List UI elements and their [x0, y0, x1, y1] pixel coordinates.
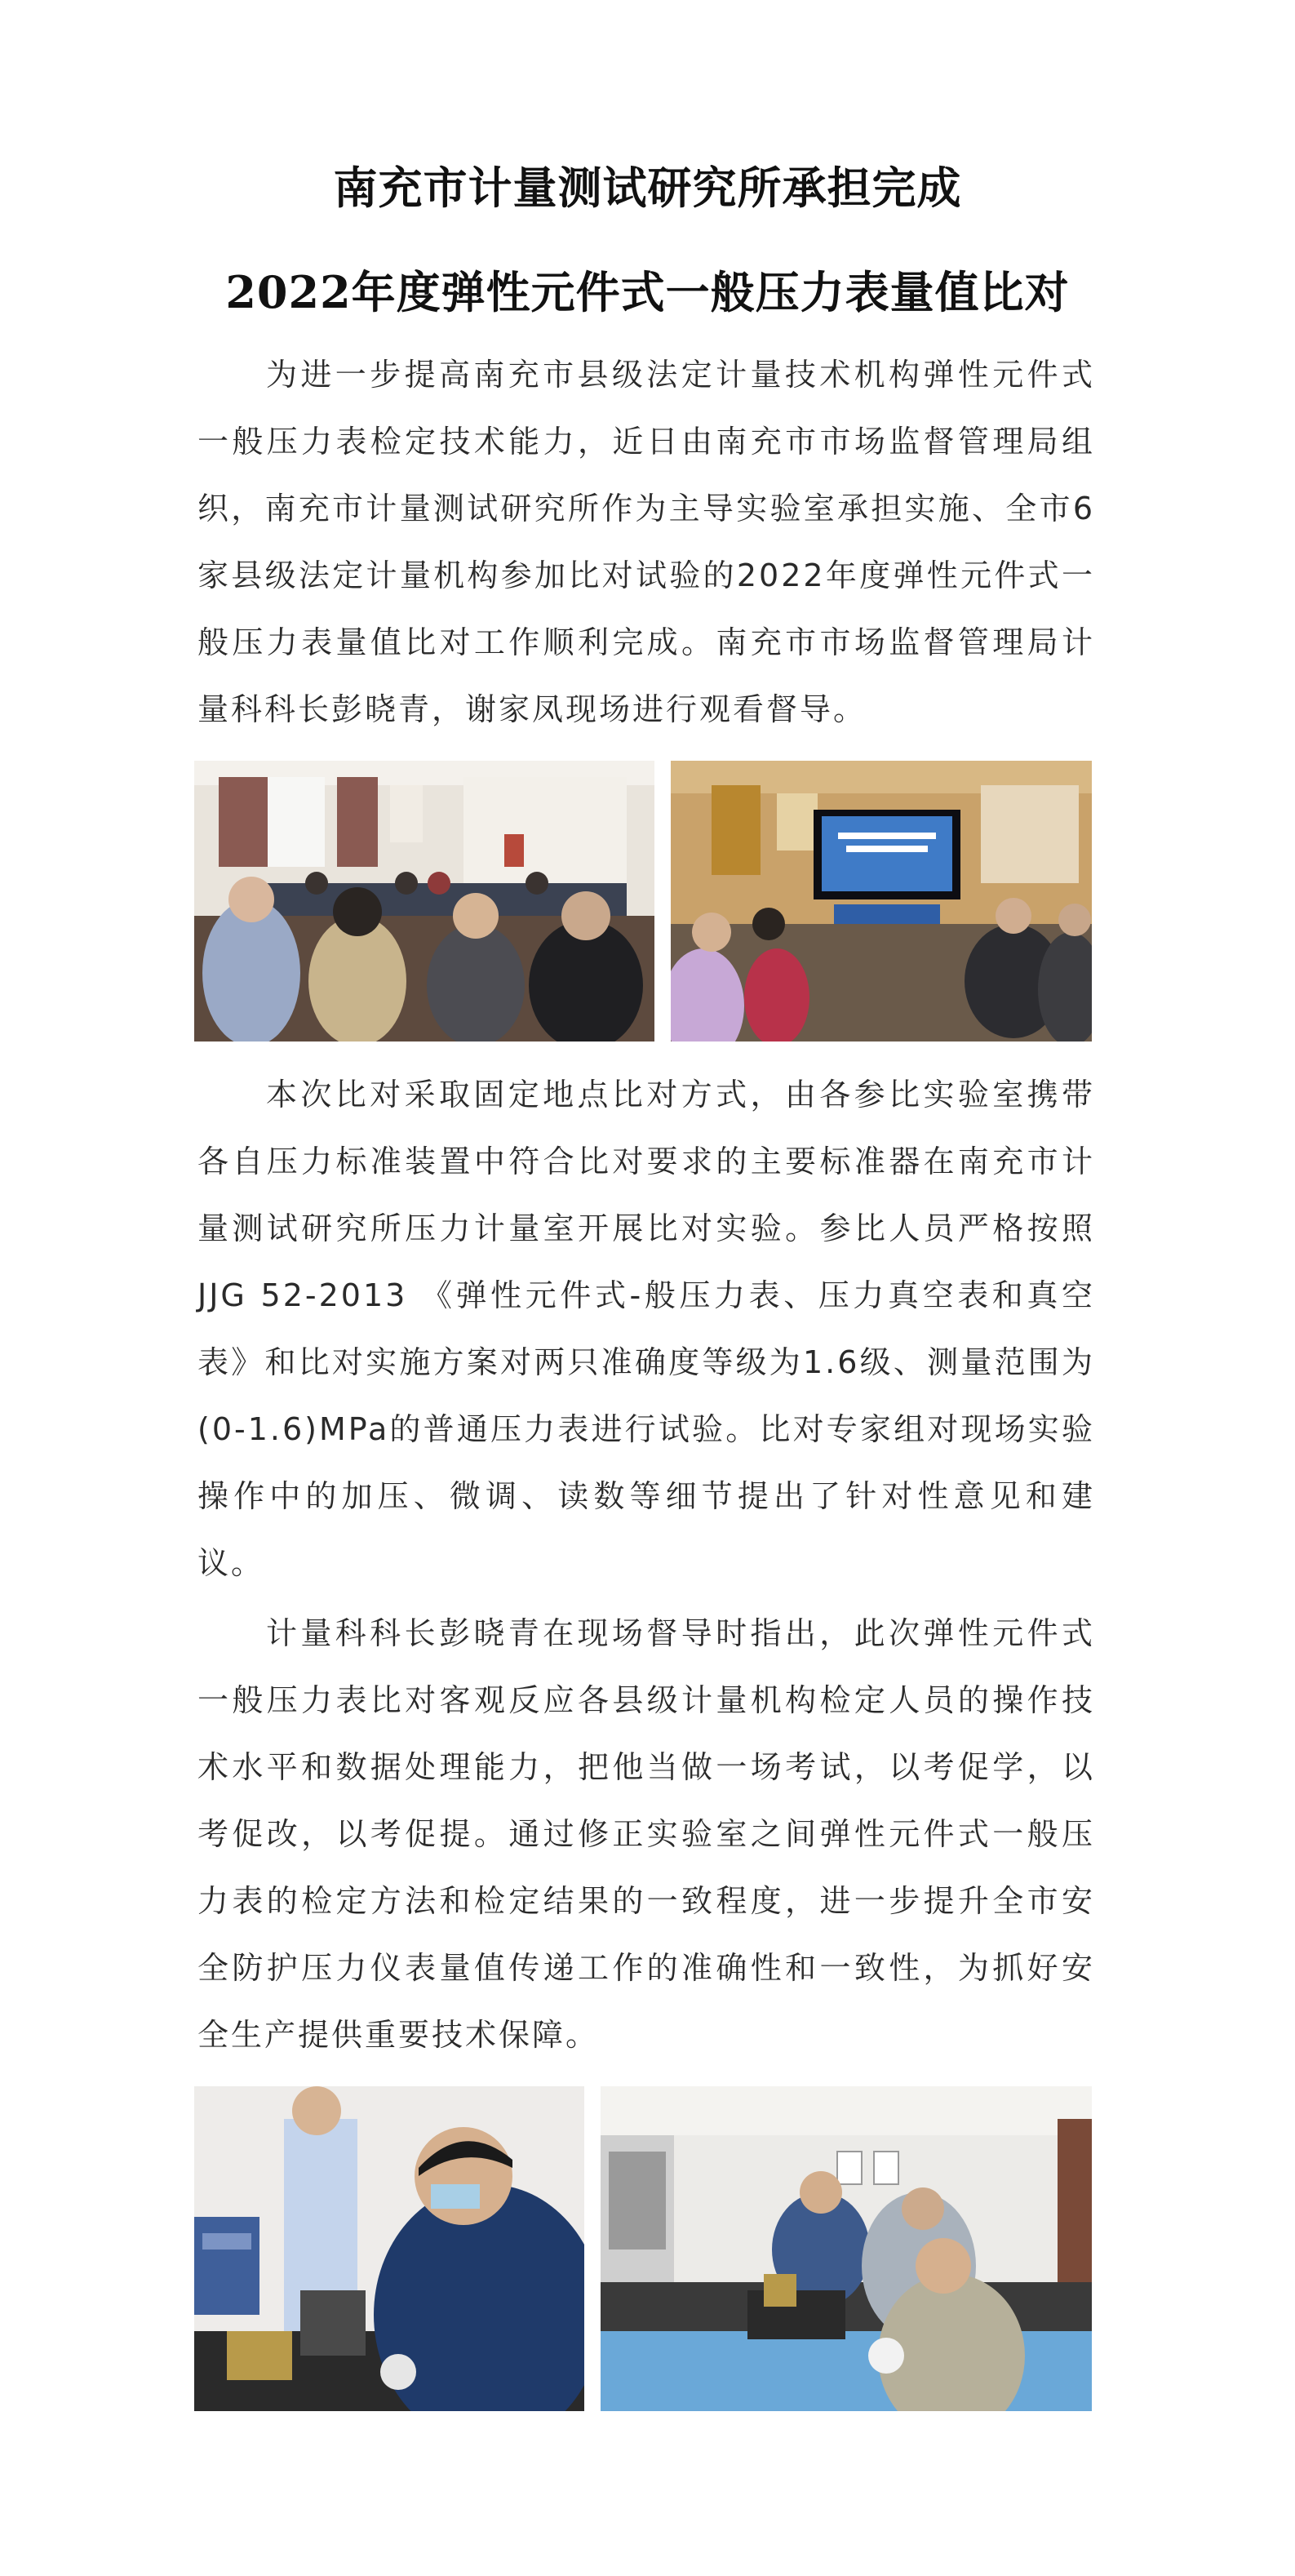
document-title-line-2: 2022年度弹性元件式一般压力表量值比对	[225, 266, 1070, 318]
paragraph-method: 本次比对采取固定地点比对方式，由各参比实验室携带各自压力标准装置中符合比对要求的主要标准器在南充市计量测试研究所压力计量室开展比对实验。参比人员严格按照JJG 52-2013 《弹性元件式-般压力表、压力真空表和真空表》和比对实施方案对两只准确度等级为1.6级、测量范围为(0-1.6)MPa的普通压力表进行试验。比对专家组对现场实验操作中的加压、微调、读数等细节提出了针对性意见和建议。	[197, 1077, 1095, 1581]
lab-operator-photo	[194, 2086, 584, 2411]
paragraph-supervision: 计量科科长彭晓青在现场督导时指出，此次弹性元件式一般压力表比对客观反应各县级计量机构检定人员的操作技术水平和数据处理能力，把他当做一场考试，以考促学，以考促改，以考促提。通过修正实验室之间弹性元件式一般压力表的检定方法和检定结果的一致程度，进一步提升全市安全防护压力仪表量值传递工作的准确性和一致性，为抓好安全生产提供重要技术保障。	[197, 1615, 1095, 2053]
paragraph-intro: 为进一步提高南充市县级法定计量技术机构弹性元件式一般压力表检定技术能力，近日由南充市市场监督管理局组织，南充市计量测试研究所作为主导实验室承担实施、全市6家县级法定计量机构参加比对试验的2022年度弹性元件式一般压力表量值比对工作顺利完成。南充市市场监督管理局计量科科长彭晓青，谢家凤现场进行观看督导。	[197, 357, 1095, 727]
conference-screen-photo	[671, 761, 1092, 1042]
meeting-room-photo	[194, 761, 654, 1042]
lab-bench-photo	[601, 2086, 1092, 2411]
document-title-line-1: 南充市计量测试研究所承担完成	[333, 162, 962, 214]
